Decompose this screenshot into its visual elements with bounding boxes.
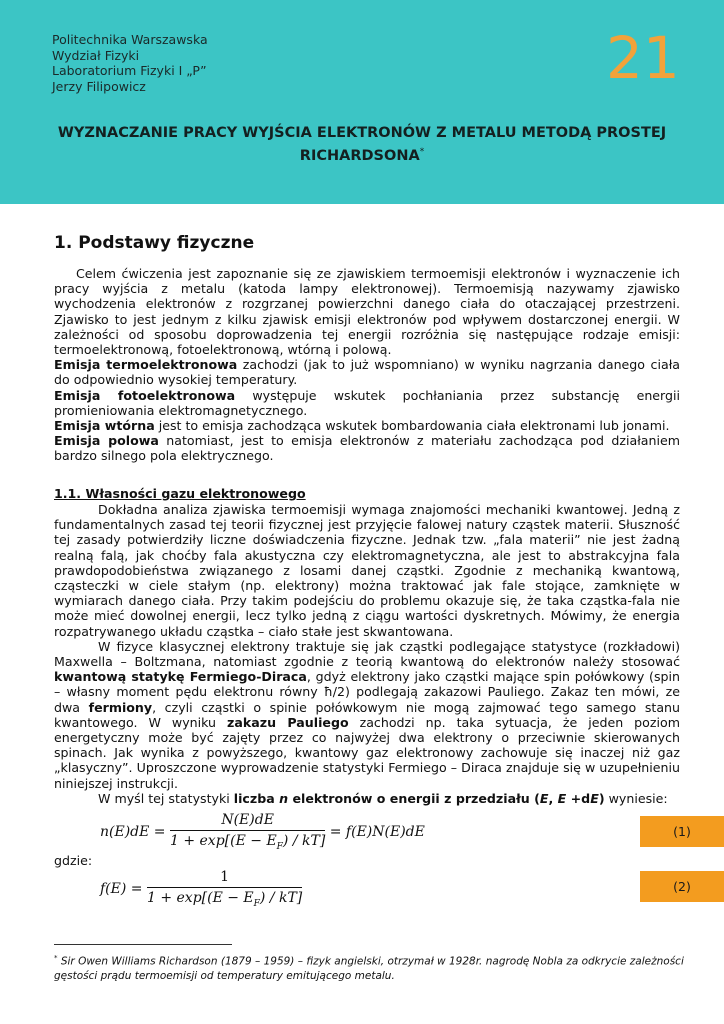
footnote-mark: * xyxy=(54,954,58,962)
intro-block xyxy=(54,266,680,464)
definition-term: Emisja termoelektronowa xyxy=(54,357,238,373)
intro-paragraph: Celem ćwiczenia jest zapoznanie się ze zjawiskiem termoemisji elektronów i wyznaczenie ich pracy wyjścia z metalu (katoda lampy elektronowej). Termoemisją nazywamy zjawisko wychodzenia elektronów z rozgrzanej powierzchni danego ciała do otaczającej przestrzeni. Zjawisko to jest jednym z kilku zjawisk emisji elektronów pod wpływem dostarczonej energii. W zależności od sposobu doprowadzenia tej energii rozróżnia się następujące rodzaje emisji: termoelektronową, fotoelektronową, wtórną i polową. xyxy=(54,266,680,358)
header-banner xyxy=(0,0,724,204)
eq2-fraction xyxy=(147,869,302,909)
bold-term: ) xyxy=(598,790,605,806)
eq2-denominator xyxy=(147,888,302,909)
definition-paragraph xyxy=(54,357,680,387)
title-line-2: RICHARDSONA xyxy=(299,147,420,164)
eq1-den-sub: F xyxy=(276,841,283,852)
document-title xyxy=(40,124,684,166)
eq1-fraction xyxy=(170,812,325,852)
eq1-den-text: 1 + exp[(E − E xyxy=(169,833,277,849)
eq1-numerator: N(E)dE xyxy=(170,812,325,831)
text-run: W myśl tej statystyki xyxy=(98,790,234,806)
definition-text: jest to emisja zachodząca wskutek bombardowania ciała elektronami lub jonami. xyxy=(154,418,670,434)
bold-italic-term: E xyxy=(557,790,567,806)
paragraph-3 xyxy=(54,791,680,806)
bold-italic-term: E xyxy=(539,790,549,806)
eq2-den-sub: F xyxy=(253,898,260,909)
definition-term: Emisja fotoelektronowa xyxy=(54,387,236,403)
eq2-lhs: f(E) = xyxy=(100,880,143,897)
equation-label-1: (1) xyxy=(640,816,724,847)
definition-text: natomiast, jest to emisja elektronów z materiału zachodząca pod działaniem bardzo silnego pola elektrycznego. xyxy=(54,433,680,464)
definition-paragraph xyxy=(54,433,680,463)
definition-text: zachodzi (jak to już wspomniano) w wyniku nagrzania danego ciała do odpowiednio wysokiej temperatury. xyxy=(54,357,680,388)
text-run: wyniesie: xyxy=(604,790,668,806)
eq1-rhs: = f(E)N(E)dE xyxy=(329,823,425,840)
paragraph-1: Dokładna analiza zjawiska termoemisji wymaga znajomości mechaniki kwantowej. Jedną z fundamentalnych zasad tej teorii fizycznej jest przyjęcie falowej natury cząstek materii. Słuszność tej zasady potwierdziły liczne doświadczenia fizyczne. Jednak tzw. „fala materii” nie jest żadną realną falą, jak choćby fala akustyczna czy elektromagnetyczna, ale jest to abstrakcyjna fala prawdopodobieństwa związanego z losami danej cząstki. Zgodnie z mechaniką kwantową, cząsteczki w ciele stałym (np. elektrony) można traktować jak fale stojące, zamknięte w wymiarach danego ciała. Przy takim podejściu do problemu okazuje się, że taka cząstka-fala nie może mieć dowolnej energii, lecz tylko jedną z ciągu wartości dyskretnych. Mówimy, że energia rozpatrywanego układu cząstka – ciało stałe jest skwantowana. xyxy=(54,502,680,639)
equation-2 xyxy=(100,869,302,909)
footnote-divider xyxy=(54,944,232,945)
eq1-den-tail: ) / kT] xyxy=(282,833,326,849)
bold-term: liczba xyxy=(233,790,280,806)
eq2-den-tail: ) / kT] xyxy=(259,890,303,906)
definition-term: Emisja polowa xyxy=(54,433,159,449)
footnote-mark: * xyxy=(419,147,425,157)
equation-label-2: (2) xyxy=(640,871,724,902)
gas-section-block xyxy=(54,502,680,806)
footnote-text: Sir Owen Williams Richardson (1879 – 1959) – fizyk angielski, otrzymał w 1928r. nagrodę Nobla za odkrycie zależności gęstości prądu termoemisji od temperatury emitującego metalu. xyxy=(54,955,684,982)
eq1-denominator xyxy=(170,831,325,852)
title-line-1: WYZNACZANIE PRACY WYJŚCIA ELEKTRONÓW Z METALU METODĄ PROSTEJ xyxy=(57,125,667,141)
eq2-den-text: 1 + exp[(E − E xyxy=(146,890,254,906)
bold-italic-term: E xyxy=(590,790,599,806)
bold-term: zakazu Pauliego xyxy=(227,714,349,730)
eq2-numerator: 1 xyxy=(147,869,302,888)
footnote xyxy=(54,951,684,983)
eq1-lhs: n(E)dE = xyxy=(100,823,166,840)
bold-term: kwantową statykę Fermiego-Diraca xyxy=(54,669,307,685)
exercise-number: 21 xyxy=(606,24,680,92)
bold-italic-term: n xyxy=(279,790,289,806)
institution-block xyxy=(52,32,208,94)
text-run: , gdyż elektrony jako cząstki mające spin połówkowy (spin – własny moment pędu elektronu równy ħ/2) podlegają zakazowi Pauliego. Zakaz ten mówi, ze dwa xyxy=(54,669,680,715)
paragraph-2 xyxy=(54,639,680,791)
equation-1 xyxy=(100,812,425,852)
section-heading: 1. Podstawy fizyczne xyxy=(54,233,255,253)
text-run: W fizyce klasycznej elektrony traktuje się jak cząstki podlegające statystyce (rozkładowi) Maxwella – Boltzmana, natomiast zgodnie z teorią kwantową do elektronów należy stosować xyxy=(54,638,680,670)
bold-term: +d xyxy=(566,790,591,806)
definition-paragraph xyxy=(54,388,680,418)
institution-line: Laboratorium Fizyki I „P” xyxy=(52,63,207,78)
definition-paragraph xyxy=(54,418,680,433)
subsection-heading: 1.1. Własności gazu elektronowego xyxy=(54,486,306,501)
bold-term: elektronów o energii z przedziału ( xyxy=(288,790,540,806)
text-run: zachodzi np. taka sytuacja, że jeden poziom energetyczny może być zajęty przez co najwyżej dwa elektrony o przeciwnie skierowanych spinach. Jak wynika z powyższego, kwantowy gaz elektronowy zachowuje się inaczej niż gaz „klasyczny”. Uproszczone wyprowadzenie statystyki Fermiego – Diraca znajduje się w uzupełnieniu niniejszej instrukcji. xyxy=(54,714,680,791)
institution-line: Politechnika Warszawska xyxy=(52,32,208,47)
bold-term: , xyxy=(548,790,558,806)
text-run: , czyli cząstki o spinie połówkowym nie mogą zajmować tego samego stanu kwantowego. W wyniku xyxy=(54,699,681,730)
institution-line: Wydział Fizyki xyxy=(52,47,140,63)
institution-line: Jerzy Filipowicz xyxy=(52,78,146,94)
definition-text: występuje wskutek pochłaniania przez substancję energii promieniowania elektromagnetycznego. xyxy=(54,387,680,418)
bold-term: fermiony xyxy=(88,699,153,715)
gdzie-label: gdzie: xyxy=(54,853,93,868)
definition-term: Emisja wtórna xyxy=(54,418,155,434)
